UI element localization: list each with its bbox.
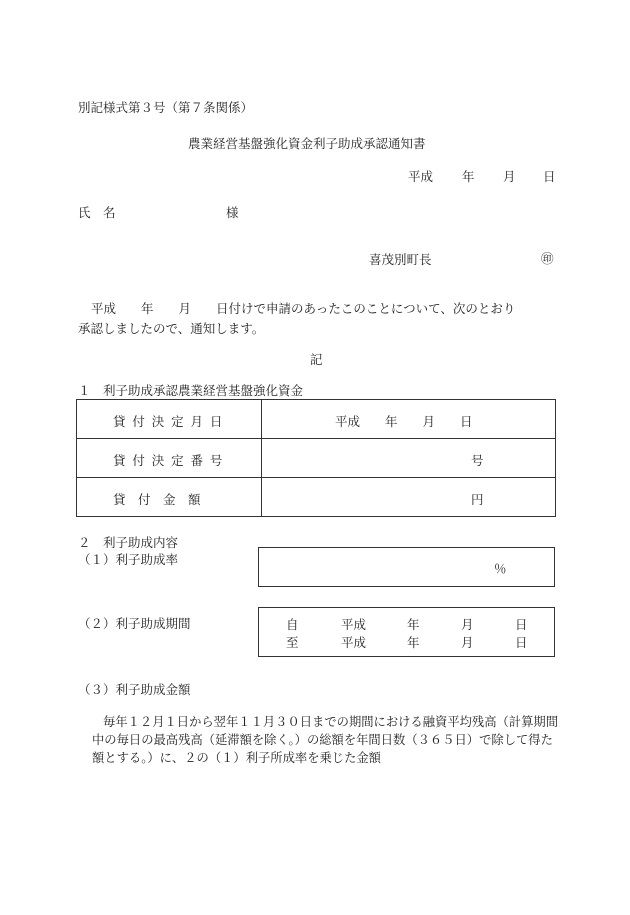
period-to-era: 平成 xyxy=(341,635,367,650)
section1-heading: １ 利子助成承認農業経営基盤強化資金 xyxy=(78,383,304,398)
date-era: 平成 xyxy=(408,169,434,184)
intro-line-2: 承認しましたので、通知します。 xyxy=(78,321,265,336)
period-from-day: 日 xyxy=(515,617,528,632)
period-from-prefix: 自 xyxy=(286,617,299,632)
recipient-name-label: 氏 名 xyxy=(78,205,116,220)
section2-heading: ２ 利子助成内容 xyxy=(78,535,179,550)
period-to-prefix: 至 xyxy=(286,635,299,650)
date-month: 月 xyxy=(503,169,516,184)
row-value-decision-date: 平成 年 月 日 xyxy=(335,414,473,429)
period-label: （２）利子助成期間 xyxy=(78,616,191,631)
period-to-month: 月 xyxy=(461,635,474,650)
intro-line-1: 平成 年 月 日付けで申請のあったこのことについて、次のとおり xyxy=(91,301,516,316)
table-row-line xyxy=(77,477,555,478)
period-to-day: 日 xyxy=(515,635,528,650)
period-box xyxy=(258,607,555,657)
table-divider xyxy=(261,400,262,516)
row-label-decision-date: 貸付決定月日 xyxy=(113,414,230,429)
issuer-name: 喜茂別町長 xyxy=(369,252,432,267)
date-year: 年 xyxy=(462,169,475,184)
period-from-month: 月 xyxy=(461,617,474,632)
amount-desc-line-2: 中の毎日の最高残高（延滞額を除く。）の総額を年間日数（３６５日）で除して得た xyxy=(92,733,553,747)
document-title: 農業経営基盤強化資金利子助成承認通知書 xyxy=(188,136,426,151)
table-row-line xyxy=(77,438,555,439)
rate-label: （１）利子助成率 xyxy=(78,552,179,567)
recipient-honorific: 様 xyxy=(226,205,239,220)
period-to-year: 年 xyxy=(407,635,420,650)
loan-info-table xyxy=(76,399,556,517)
ki-heading: 記 xyxy=(310,352,323,367)
amount-desc-line-3: 額とする。）に、２の（１）利子所成率を乗じた金額 xyxy=(92,751,381,765)
row-label-decision-number: 貸付決定番号 xyxy=(113,453,230,468)
amount-desc-line-1: 毎年１２月１日から翌年１１月３０日までの期間における融資平均残高（計算期間 xyxy=(103,715,558,729)
form-label: 別記様式第３号（第７条関係） xyxy=(78,100,254,115)
rate-unit: ％ xyxy=(494,561,507,576)
row-value-decision-number: 号 xyxy=(471,453,484,468)
rate-box xyxy=(258,547,555,587)
seal-mark: ㊞ xyxy=(541,251,554,266)
amount-label: （３）利子助成金額 xyxy=(78,682,191,697)
date-day: 日 xyxy=(543,169,556,184)
row-label-loan-amount: 貸 付 金 額 xyxy=(113,492,201,507)
period-from-era: 平成 xyxy=(341,617,367,632)
row-value-loan-amount: 円 xyxy=(471,492,484,507)
period-from-year: 年 xyxy=(407,617,420,632)
